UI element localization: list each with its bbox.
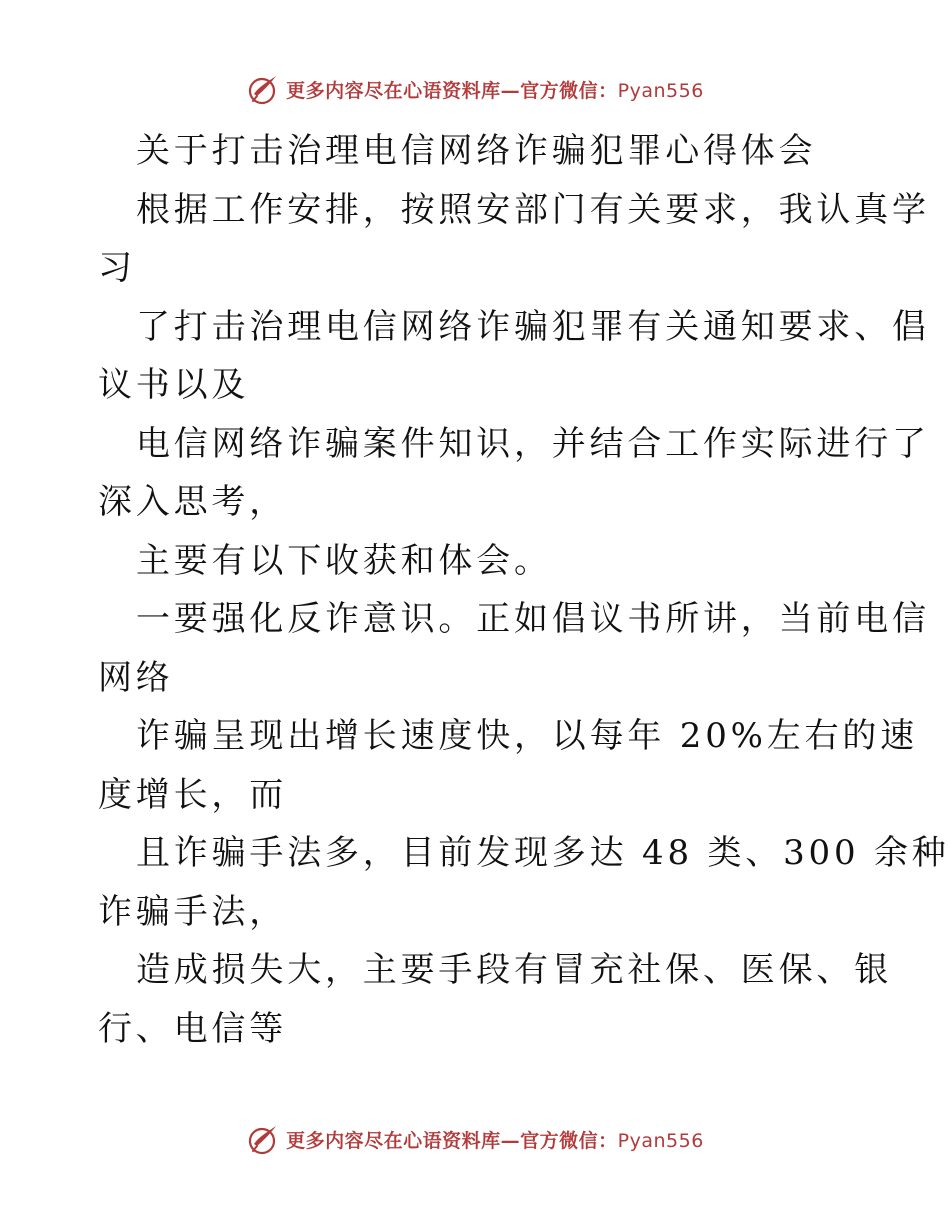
text-line: 网络 [98, 657, 174, 698]
document-body [98, 122, 950, 1058]
text-line: 主要有以下收获和体会。 [136, 540, 552, 581]
text-line: 一要强化反诈意识。正如倡议书所讲，当前电信 [136, 599, 930, 639]
quill-logo-icon [246, 72, 280, 106]
wechat-id: Pyan556 [617, 79, 704, 102]
text-line: 了打击治理电信网络诈骗犯罪有关通知要求、倡 [136, 306, 930, 347]
header-watermark [0, 72, 950, 106]
text-line: 电信网络诈骗案件知识，并结合工作实际进行了 [136, 423, 930, 464]
text-line: 根据工作安排，按照安部门有关要求，我认真学 [136, 189, 930, 230]
footer-watermark [0, 1122, 950, 1156]
text-line: 诈骗手法， [98, 891, 287, 932]
text-line: 议书以及 [98, 365, 250, 405]
text-line: 且诈骗手法多，目前发现多达 48 类、300 余种 [136, 833, 950, 873]
watermark-text: 更多内容尽在心语资料库—官方微信：Pyan556 [286, 79, 704, 102]
text-line: 诈骗呈现出增长速度快，以每年 20%左右的速 [136, 716, 918, 756]
text-line: 深入思考， [98, 482, 287, 522]
document-title: 关于打击治理电信网络诈骗犯罪心得体会 [136, 131, 817, 171]
quill-logo-icon [246, 1122, 280, 1156]
text-line: 习 [98, 248, 136, 288]
watermark-text: 更多内容尽在心语资料库—官方微信：Pyan556 [286, 1129, 704, 1152]
wechat-id: Pyan556 [617, 1129, 704, 1152]
text-line: 行、电信等 [98, 1008, 287, 1049]
text-line: 造成损失大，主要手段有冒充社保、医保、银 [136, 950, 892, 990]
text-line: 度增长，而 [98, 774, 287, 815]
